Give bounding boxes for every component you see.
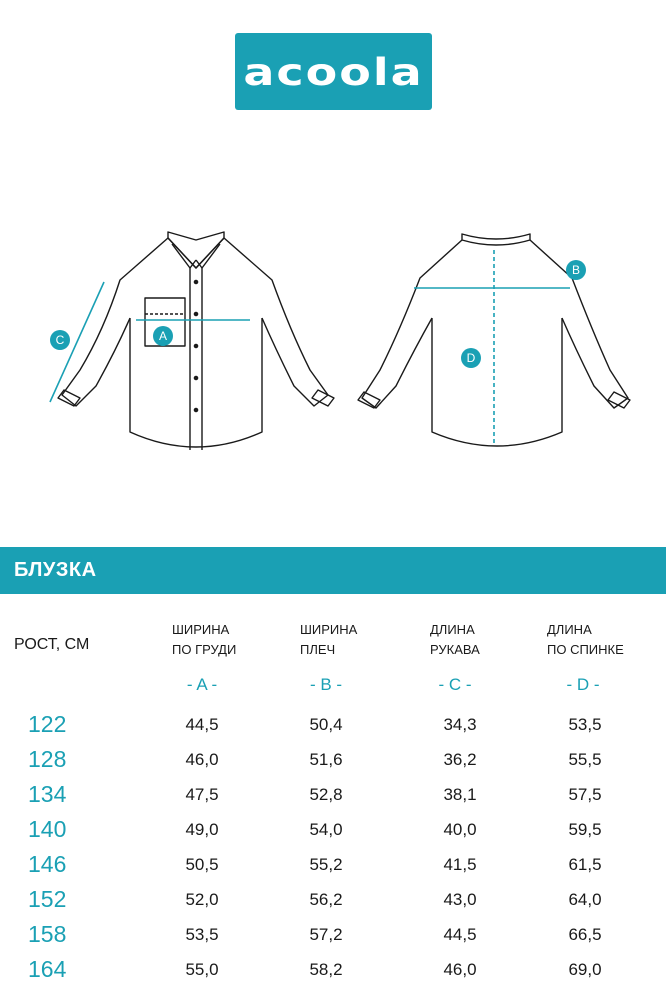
table-row: [0, 816, 666, 852]
shoulder-width-value: 57,2: [309, 925, 343, 944]
shoulder-width-value: 56,2: [309, 890, 343, 909]
table-row: [0, 851, 666, 887]
marker-d-label: D: [466, 351, 476, 365]
sleeve-length-value: 44,5: [443, 925, 477, 944]
back-length-value: 69,0: [568, 960, 602, 979]
header-shoulder-width-line2: ПЛЕЧ: [300, 642, 336, 657]
sleeve-length-value: 36,2: [443, 750, 477, 769]
header-sleeve-length: [430, 620, 480, 660]
size-value: 152: [28, 886, 67, 912]
size-value: 134: [28, 781, 67, 807]
table-row: [0, 746, 666, 782]
size-value: 164: [28, 956, 67, 982]
size-value: 158: [28, 921, 67, 947]
size-value: 146: [28, 851, 67, 877]
table-row: [0, 886, 666, 922]
front-shirt-outline: [55, 232, 334, 450]
chest-width-value: 55,0: [185, 960, 219, 979]
size-value: 140: [28, 816, 67, 842]
sleeve-length-value: 34,3: [443, 715, 477, 734]
logo-text: acoola: [243, 49, 424, 94]
sleeve-length-value: 43,0: [443, 890, 477, 909]
column-letter-d: - D -: [566, 675, 600, 694]
back-length-value: 55,5: [568, 750, 602, 769]
header-chest-width-line2: ПО ГРУДИ: [172, 642, 237, 657]
table-row: [0, 956, 666, 992]
front-buttons: [194, 280, 197, 411]
chest-width-value: 47,5: [185, 785, 219, 804]
chest-width-value: 49,0: [185, 820, 219, 839]
product-title-bar: [0, 547, 666, 594]
header-back-length: [547, 620, 624, 660]
column-letter-c: - C -: [438, 675, 472, 694]
table-row: [0, 711, 666, 747]
shoulder-width-value: 55,2: [309, 855, 343, 874]
shoulder-width-value: 50,4: [309, 715, 343, 734]
measurement-arrows: [50, 250, 570, 446]
brand-logo: [235, 33, 432, 110]
back-length-value: 61,5: [568, 855, 602, 874]
header-back-length-line2: ПО СПИНКЕ: [547, 642, 624, 657]
chest-width-value: 52,0: [185, 890, 219, 909]
size-value: 122: [28, 711, 67, 737]
size-value: 128: [28, 746, 67, 772]
product-title: БЛУЗКА: [14, 559, 97, 581]
header-sleeve-length-line1: ДЛИНА: [430, 622, 475, 637]
shoulder-width-value: 58,2: [309, 960, 343, 979]
header-back-length-line1: ДЛИНА: [547, 622, 592, 637]
sleeve-length-value: 38,1: [443, 785, 477, 804]
header-shoulder-width-line1: ШИРИНА: [300, 622, 358, 637]
marker-c-label: C: [55, 333, 65, 347]
garment-diagram: [0, 210, 666, 470]
chest-width-value: 46,0: [185, 750, 219, 769]
sleeve-length-value: 40,0: [443, 820, 477, 839]
marker-a-label: A: [158, 329, 168, 343]
back-length-value: 59,5: [568, 820, 602, 839]
shoulder-width-value: 54,0: [309, 820, 343, 839]
back-length-value: 66,5: [568, 925, 602, 944]
chest-width-value: 44,5: [185, 715, 219, 734]
header-sleeve-length-line2: РУКАВА: [430, 642, 480, 657]
back-length-value: 64,0: [568, 890, 602, 909]
header-chest-width: [172, 620, 236, 660]
sleeve-length-value: 41,5: [443, 855, 477, 874]
back-length-value: 53,5: [568, 715, 602, 734]
shoulder-width-value: 51,6: [309, 750, 343, 769]
column-letter-a: - A -: [186, 675, 218, 694]
header-chest-width-line1: ШИРИНА: [172, 622, 230, 637]
chest-width-value: 53,5: [185, 925, 219, 944]
table-row: [0, 921, 666, 957]
header-shoulder-width: [300, 620, 357, 660]
column-letter-b: - B -: [309, 675, 343, 694]
marker-b-label: B: [571, 263, 581, 277]
table-row: [0, 781, 666, 817]
shoulder-width-value: 52,8: [309, 785, 343, 804]
back-length-value: 57,5: [568, 785, 602, 804]
chest-width-value: 50,5: [185, 855, 219, 874]
height-column-header: РОСТ, СМ: [14, 636, 90, 653]
sleeve-length-value: 46,0: [443, 960, 477, 979]
